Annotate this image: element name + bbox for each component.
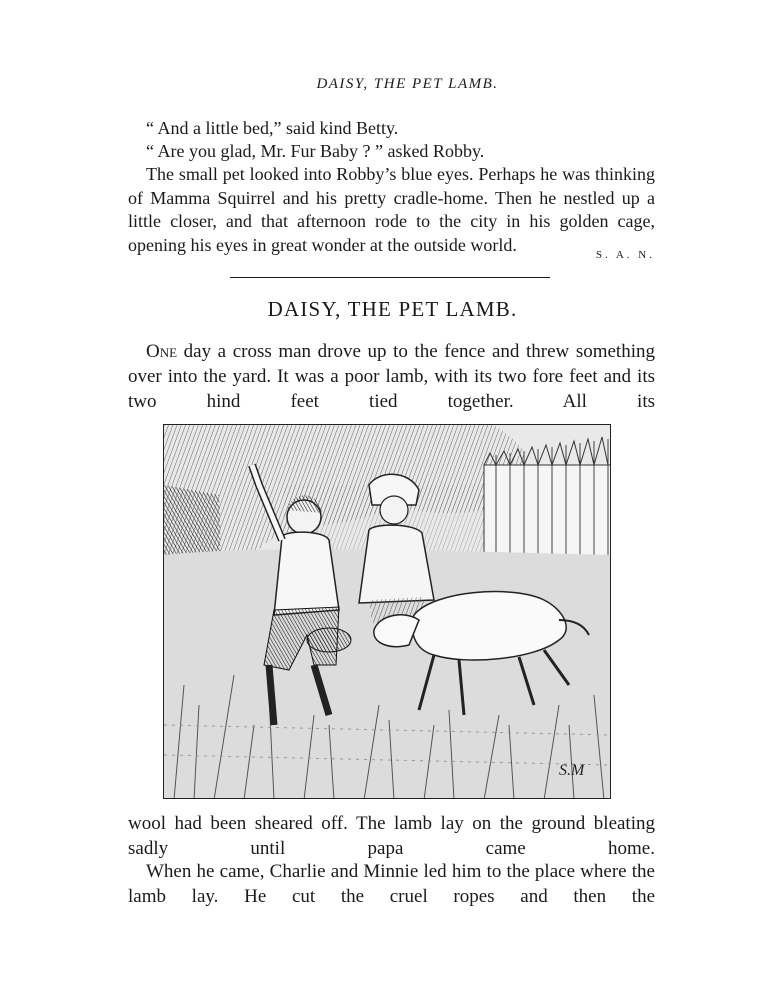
engraver-signature: S.M — [559, 762, 585, 779]
section-divider — [230, 277, 550, 278]
author-signature: S. A. N. — [595, 249, 655, 261]
illustration — [163, 424, 611, 799]
dialogue-line: “ Are you glad, Mr. Fur Baby ? ” asked Robby. — [146, 141, 485, 161]
intro-smallcaps-word: One — [146, 341, 178, 362]
engraving-children-with-lamb-icon — [164, 425, 611, 799]
intro-text: day a cross man drove up to the fence and threw something over into the yard. It was a poor lamb, with its two fore feet and its two hind feet tied together. All its — [128, 341, 655, 412]
story-intro-paragraph — [128, 339, 655, 414]
after-image-paragraph: wool had been sheared off. The lamb lay on the ground bleating sadly until papa came home. — [128, 813, 655, 859]
top-paragraph: The small pet looked into Robby’s blue eyes. Perhaps he was thinking of Mamma Squirrel and his pretty cradle-home. Then he nestled up a little closer, and that afternoon rode to the city in his golden cage, opening his eyes in great wonder at the outside world. — [128, 164, 655, 255]
final-paragraph: When he came, Charlie and Minnie led him to the place where the lamb lay. He cut the cruel ropes and then the — [128, 861, 655, 907]
dialogue-line: “ And a little bed,” said kind Betty. — [146, 118, 399, 138]
story-title: DAISY, THE PET LAMB. — [267, 297, 518, 321]
running-head: DAISY, THE PET LAMB. — [316, 76, 499, 92]
